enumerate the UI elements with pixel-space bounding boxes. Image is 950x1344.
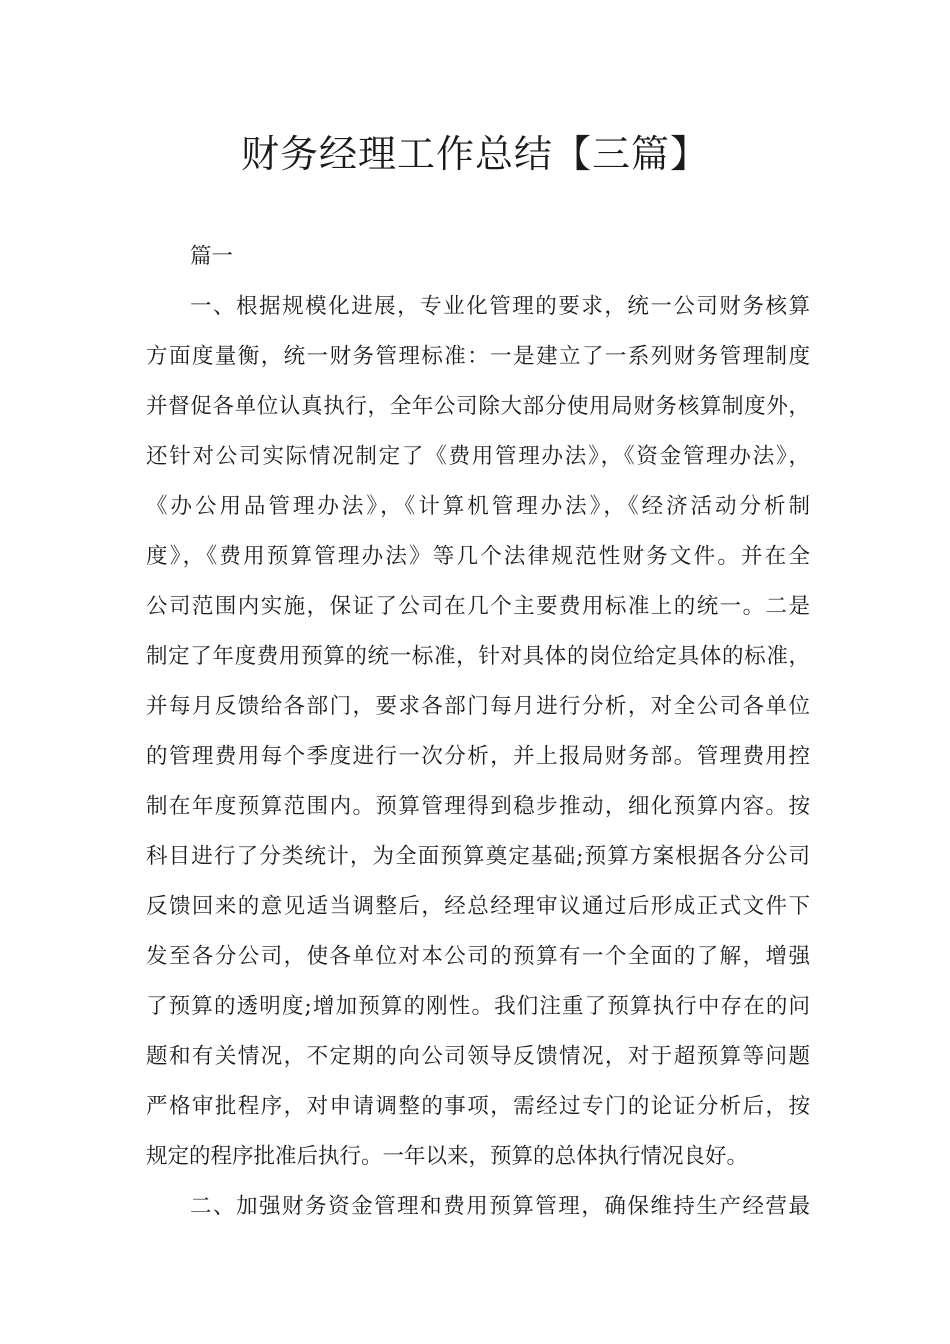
document-title: 财务经理工作总结【三篇】 (240, 132, 709, 176)
paragraph-line: 并每月反馈给各部门，要求各部门每月进行分析，对全公司各单位 (146, 694, 810, 719)
paragraph-line: 了预算的透明度;增加预算的刚性。我们注重了预算执行中存在的问 (146, 994, 810, 1019)
paragraph-line: 二、加强财务资金管理和费用预算管理，确保维持生产经营最 (190, 1194, 810, 1219)
paragraph-line: 《办公用品管理办法》，《计算机管理办法》，《经济活动分析制 (146, 494, 810, 519)
section-heading: 篇一 (190, 244, 234, 269)
paragraph-line: 反馈回来的意见适当调整后，经总经理审议通过后形成正式文件下 (146, 894, 810, 919)
paragraph-line: 方面度量衡，统一财务管理标准：一是建立了一系列财务管理制度 (146, 344, 810, 369)
paragraph-line: 度》，《费用预算管理办法》等几个法律规范性财务文件。并在全 (146, 544, 810, 569)
paragraph-line: 严格审批程序，对申请调整的事项，需经过专门的论证分析后，按 (146, 1094, 810, 1119)
paragraph-line: 发至各分公司，使各单位对本公司的预算有一个全面的了解，增强 (146, 944, 810, 969)
paragraph-line: 公司范围内实施，保证了公司在几个主要费用标准上的统一。二是 (146, 594, 810, 619)
paragraph-line: 制在年度预算范围内。预算管理得到稳步推动，细化预算内容。按 (146, 794, 810, 819)
paragraph-line: 还针对公司实际情况制定了《费用管理办法》，《资金管理办法》， (146, 444, 810, 469)
paragraph-line: 并督促各单位认真执行，全年公司除大部分使用局财务核算制度外， (146, 394, 810, 419)
paragraph-line: 题和有关情况，不定期的向公司领导反馈情况，对于超预算等问题 (146, 1044, 810, 1069)
paragraph-line: 规定的程序批准后执行。一年以来，预算的总体执行情况良好。 (146, 1144, 749, 1169)
paragraph-line: 制定了年度费用预算的统一标准，针对具体的岗位给定具体的标准， (146, 644, 810, 669)
paragraph-line: 的管理费用每个季度进行一次分析，并上报局财务部。管理费用控 (146, 744, 810, 769)
document-body (146, 232, 810, 1232)
paragraph-line: 科目进行了分类统计，为全面预算奠定基础;预算方案根据各分公司 (146, 844, 810, 869)
paragraph-line: 一、根据规模化进展，专业化管理的要求，统一公司财务核算 (190, 294, 810, 319)
